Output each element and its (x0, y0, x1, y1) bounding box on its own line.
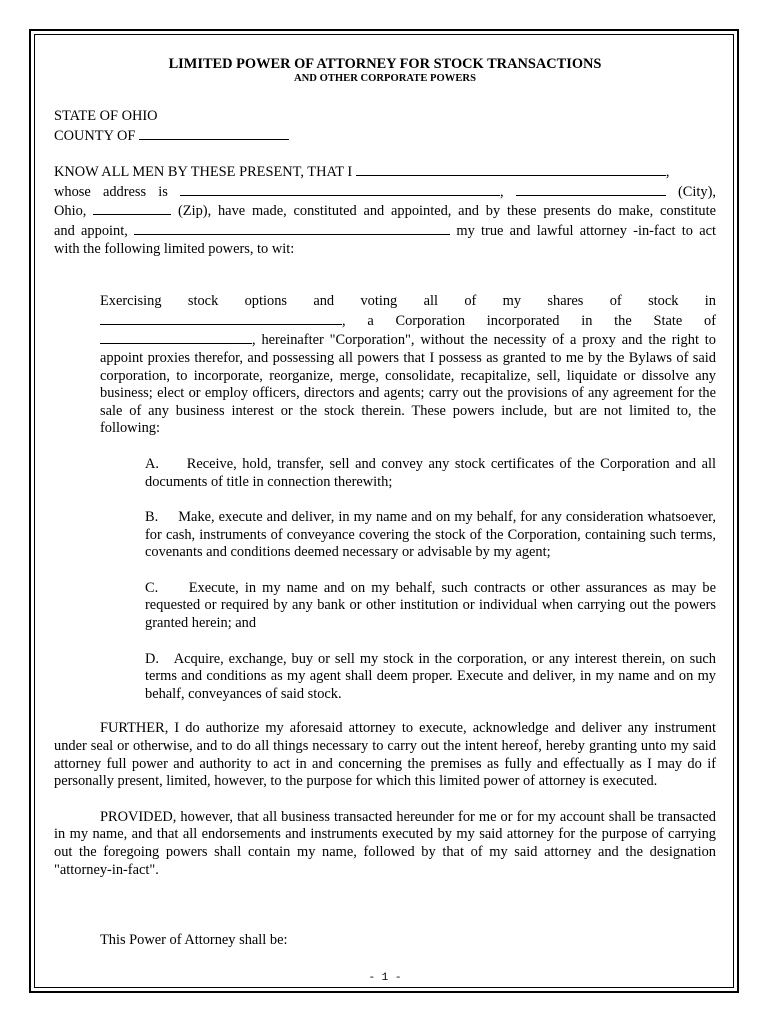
state-line: STATE OF OHIO (54, 108, 158, 124)
list-item-c (145, 580, 716, 633)
further-paragraph: FURTHER, I do authorize my aforesaid attorney to execute, acknowledge and deliver any instrument under seal or otherwise, and to do all things necessary to carry out the intent hereof, hereby granting unto my said attorney full power and authority to act in and concerning the premises as fully and effectually as I may do if personally present, limited, however, to the purpose for which this limited power of attorney is executed. (54, 720, 716, 790)
list-item-b (145, 509, 716, 562)
city-label: (City), (678, 183, 716, 200)
item-text: Receive, hold, transfer, sell and convey any stock certificates of the Corporation and all documents of title in connection therewith; (145, 455, 716, 490)
city-field[interactable] (516, 182, 666, 196)
shall-be-line: This Power of Attorney shall be: (100, 932, 288, 949)
powers-intro: with the following limited powers, to wit: (54, 240, 295, 257)
document-subtitle: AND OTHER CORPORATE POWERS (294, 73, 476, 84)
address-label: whose address is (54, 183, 168, 200)
address-line: whose address is , (City), (54, 183, 716, 200)
state-of-incorporation-field[interactable] (100, 330, 252, 344)
list-item-a (145, 456, 716, 491)
exercising-rest: appoint proxies therefor, and possessing all powers that I possess as granted to me by the Bylaws of said corporation, to incorporate, reorganize, merge, consolidate, recapitalize, sell, liquidate or dissolve any business; elect or employ officers, directors and agents; carry out the provisions of any agreement for the sale of any business interest or the stock therein. These powers include, but are not limited to, the following: (100, 349, 716, 437)
item-text: Acquire, exchange, buy or sell my stock in the corporation, or any interest therein, on such terms and conditions as my agent shall deem proper. Execute and deliver, in my name and on my behalf, conveyances of said stock. (145, 650, 716, 702)
county-label: COUNTY OF (54, 127, 136, 144)
county-line (54, 126, 716, 146)
address-field[interactable] (180, 182, 500, 196)
corporation-line (100, 311, 716, 331)
corporation-text: , a Corporation incorporated in the State of (342, 312, 716, 329)
item-letter: D. (145, 650, 159, 667)
zip-field[interactable] (93, 201, 171, 215)
document-title: LIMITED POWER OF ATTORNEY FOR STOCK TRANSACTIONS (168, 56, 602, 72)
know-prefix: KNOW ALL MEN BY THESE PRESENT, THAT I (54, 164, 353, 181)
item-letter: C. (145, 579, 159, 596)
zip-text: (Zip), have made, constituted and appointed, and by these presents do make, constitute (178, 203, 716, 220)
appoint-line (54, 221, 716, 241)
know-line (54, 162, 716, 182)
corporation-name-field[interactable] (100, 311, 342, 325)
attorney-text: my true and lawful attorney -in-fact to act (456, 222, 717, 239)
attorney-name-field[interactable] (134, 221, 450, 235)
know-suffix: , (665, 164, 670, 181)
item-text: Make, execute and deliver, in my name and on my behalf, for any consideration whatsoever, for cash, instruments of conveyance covering the stock of the Corporation, containing such terms, covenants and conditions deemed necessary or advisable by my agent; (145, 509, 716, 561)
exercising-line: Exercising stock options and voting all of my shares of stock in (100, 293, 716, 310)
item-letter: A. (145, 455, 159, 472)
powers-paragraph (100, 293, 716, 438)
document-page (54, 56, 716, 950)
appoint-label: and appoint, (54, 222, 128, 239)
provided-paragraph: PROVIDED, however, that all business transacted hereunder for me or for my account shall be transacted in my name, and that all endorsements and instruments executed by my said attorney for the purpose of carrying out the foregoing powers shall contain my name, followed by that of my said attorney and the designation "attorney-in-fact". (54, 808, 716, 878)
item-text: Execute, in my name and on my behalf, such contracts or other assurances as may be requested or required by any bank or other institution or individual when carrying out the powers granted herein; and (145, 579, 716, 632)
county-field[interactable] (139, 126, 289, 140)
powers-list (145, 438, 716, 704)
zip-line (54, 201, 716, 221)
page-number: - 1 - (368, 972, 402, 984)
hereinafter-line (100, 330, 716, 350)
item-letter: B. (145, 509, 159, 526)
list-item-d (145, 651, 716, 704)
hereinafter-text: , hereinafter "Corporation", without the necessity of a proxy and the right to (252, 332, 716, 349)
grantor-name-field[interactable] (356, 162, 666, 176)
ohio-label: Ohio, (54, 203, 87, 220)
